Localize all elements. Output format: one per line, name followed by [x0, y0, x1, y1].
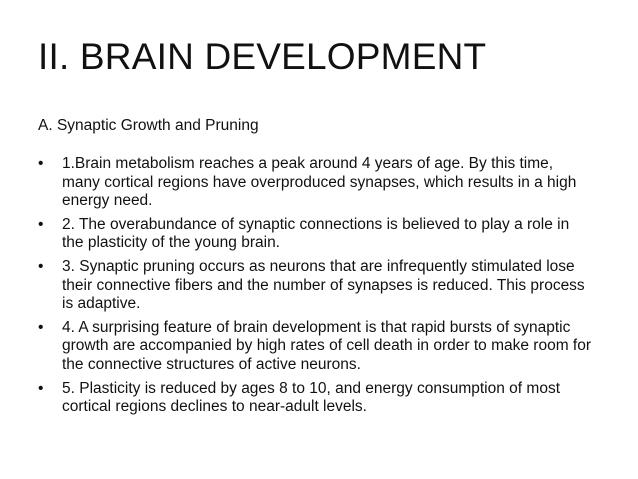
bullet-marker: •	[38, 215, 44, 233]
bullet-item-3	[38, 258, 593, 314]
bullet-marker: •	[38, 379, 44, 397]
slide-title: II. BRAIN DEVELOPMENT	[38, 36, 487, 77]
bullet-text: 5. Plasticity is reduced by ages 8 to 10, and energy consumption of most cortical regions declines to near-adult levels.	[62, 379, 560, 416]
section-subheading: A. Synaptic Growth and Pruning	[38, 117, 259, 134]
bullet-text: 3. Synaptic pruning occurs as neurons that are infrequently stimulated lose their connective fibers and the number of synapses is reduced. This process is adaptive.	[62, 257, 585, 313]
bullet-marker: •	[38, 257, 44, 275]
bullet-item-2	[38, 216, 593, 253]
bullet-list	[38, 155, 593, 422]
bullet-item-1	[38, 155, 593, 211]
bullet-item-5	[38, 380, 593, 417]
bullet-item-4	[38, 319, 593, 375]
bullet-text: 2. The overabundance of synaptic connections is believed to play a role in the plasticity of the young brain.	[62, 215, 570, 252]
bullet-marker: •	[38, 318, 44, 336]
bullet-text: 1.Brain metabolism reaches a peak around 4 years of age. By this time, many cortical regions have overproduced synapses, which results in a high energy need.	[62, 155, 577, 210]
bullet-text: 4. A surprising feature of brain development is that rapid bursts of synaptic growth are accompanied by high rates of cell death in order to make room for the connective structures of active neurons.	[62, 318, 591, 373]
bullet-marker: •	[38, 155, 44, 172]
